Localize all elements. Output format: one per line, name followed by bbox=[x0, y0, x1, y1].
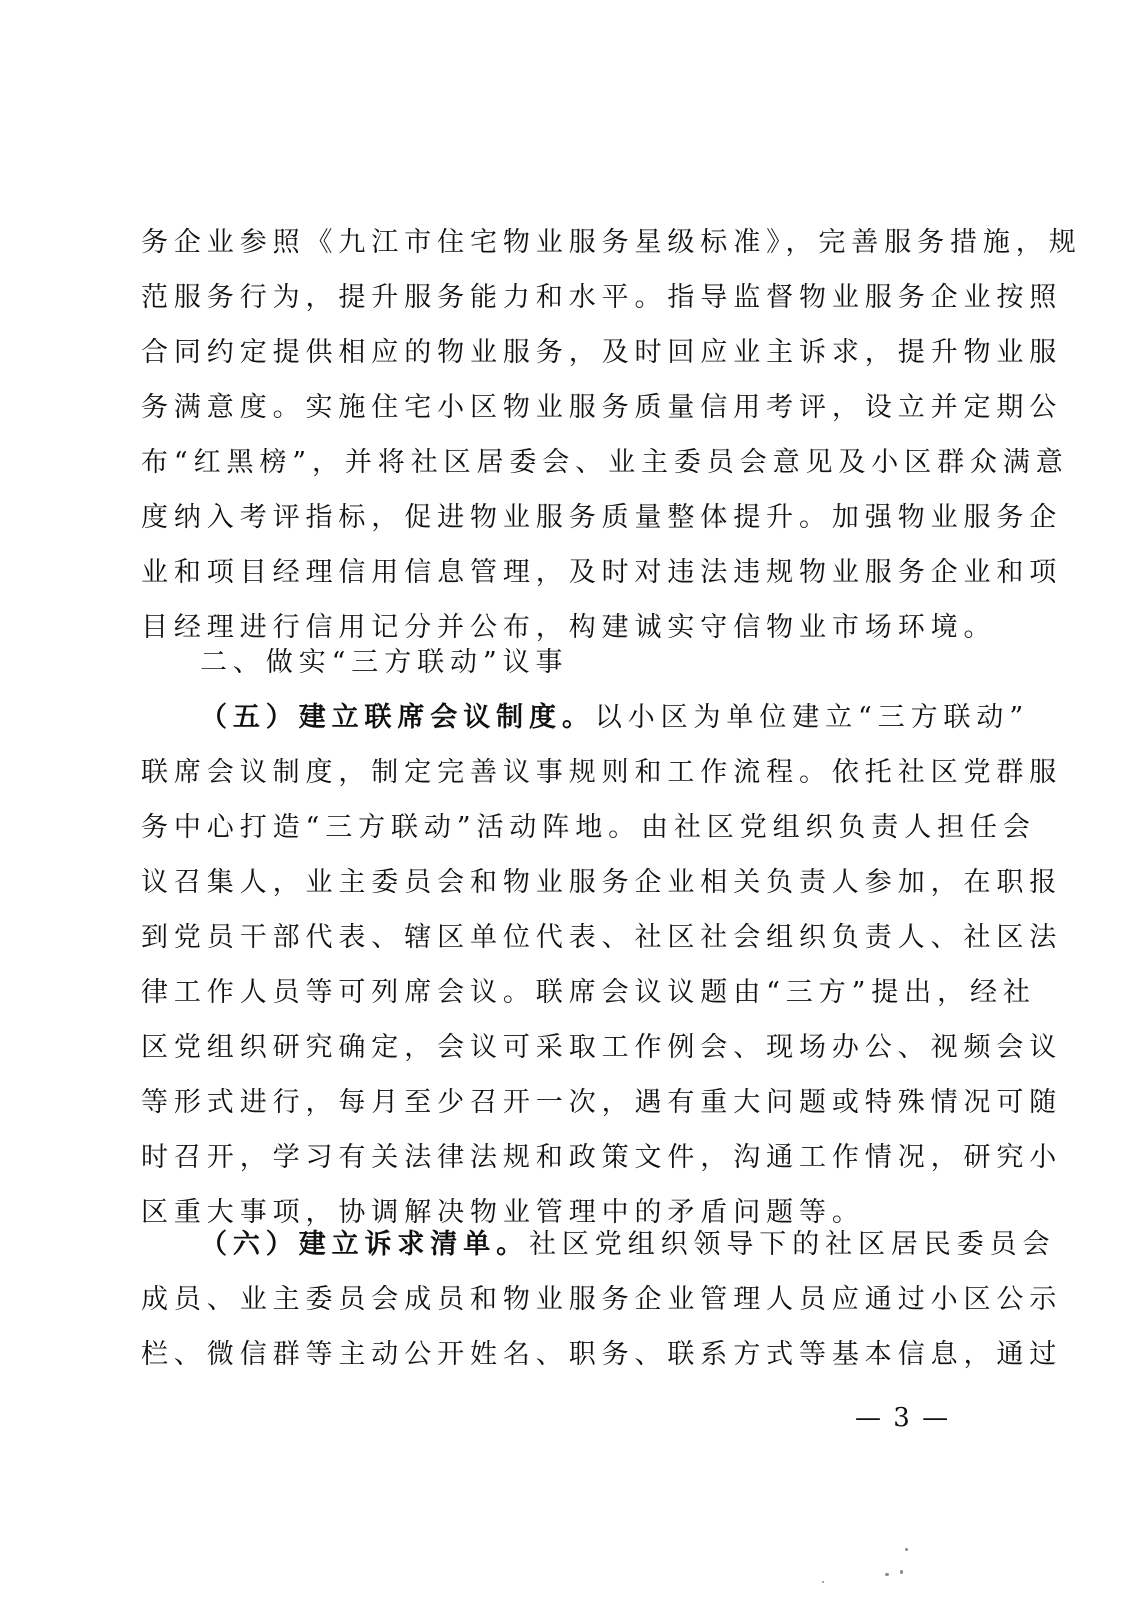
item-6-first-line bbox=[141, 1217, 1056, 1272]
text-line: 目经理进行信用记分并公布，构建诚实守信物业市场环境。 bbox=[141, 612, 997, 643]
text-line: 时召开，学习有关法律法规和政策文件，沟通工作情况，研究小 bbox=[141, 1142, 1063, 1173]
item-6-paragraph bbox=[141, 1217, 1063, 1382]
text-line: 度纳入考评指标，促进物业服务质量整体提升。加强物业服务企 bbox=[141, 502, 1063, 533]
text-line: 联席会议制度，制定完善议事规则和工作流程。依托社区党群服 bbox=[141, 757, 1063, 788]
item-6-first-line-text: 社区党组织领导下的社区居民委员会 bbox=[529, 1229, 1056, 1260]
text-line: 等形式进行，每月至少召开一次，遇有重大问题或特殊情况可随 bbox=[141, 1087, 1063, 1118]
item-5-first-line-text: 以小区为单位建立“三方联动” bbox=[594, 702, 1030, 733]
text-line: 业和项目经理信用信息管理，及时对违法违规物业服务企业和项 bbox=[141, 557, 1063, 588]
page-number: — 3 — bbox=[855, 1403, 951, 1433]
text-line: 律工作人员等可列席会议。联席会议议题由“三方”提出，经社 bbox=[141, 977, 1036, 1008]
text-line: 范服务行为，提升服务能力和水平。指导监督物业服务企业按照 bbox=[141, 282, 1063, 313]
text-line: 到党员干部代表、辖区单位代表、社区社会组织负责人、社区法 bbox=[141, 922, 1063, 953]
scan-speck bbox=[900, 1570, 903, 1574]
item-5-first-line bbox=[141, 690, 1030, 745]
section-heading: 二、做实“三方联动”议事 bbox=[200, 647, 569, 678]
scan-speck bbox=[885, 1573, 889, 1576]
text-line: 布“红黑榜”，并将社区居委会、业主委员会意见及小区群众满意 bbox=[141, 447, 1069, 478]
text-line: 务企业参照《九江市住宅物业服务星级标准》，完善服务措施，规 bbox=[141, 227, 1082, 258]
scan-speck bbox=[822, 1581, 824, 1583]
section-heading-block bbox=[141, 635, 951, 690]
text-line: 成员、业主委员会成员和物业服务企业管理人员应通过小区公示 bbox=[141, 1284, 1063, 1315]
item-6-heading: （六）建立诉求清单。 bbox=[200, 1229, 529, 1260]
paragraph-continued bbox=[141, 215, 1082, 655]
text-line: 务中心打造“三方联动”活动阵地。由社区党组织负责人担任会 bbox=[141, 812, 1036, 843]
text-line: 务满意度。实施住宅小区物业服务质量信用考评，设立并定期公 bbox=[141, 392, 1063, 423]
text-line: 议召集人，业主委员会和物业服务企业相关负责人参加，在职报 bbox=[141, 867, 1063, 898]
text-line: 合同约定提供相应的物业服务，及时回应业主诉求，提升物业服 bbox=[141, 337, 1063, 368]
scan-speck bbox=[905, 1548, 908, 1551]
text-line: 区重大事项，协调解决物业管理中的矛盾问题等。 bbox=[141, 1197, 865, 1228]
item-5-heading: （五）建立联席会议制度。 bbox=[200, 702, 595, 733]
text-line: 栏、微信群等主动公开姓名、职务、联系方式等基本信息，通过 bbox=[141, 1339, 1063, 1370]
item-5-paragraph bbox=[141, 690, 1063, 1240]
text-line: 区党组织研究确定，会议可采取工作例会、现场办公、视频会议 bbox=[141, 1032, 1063, 1063]
